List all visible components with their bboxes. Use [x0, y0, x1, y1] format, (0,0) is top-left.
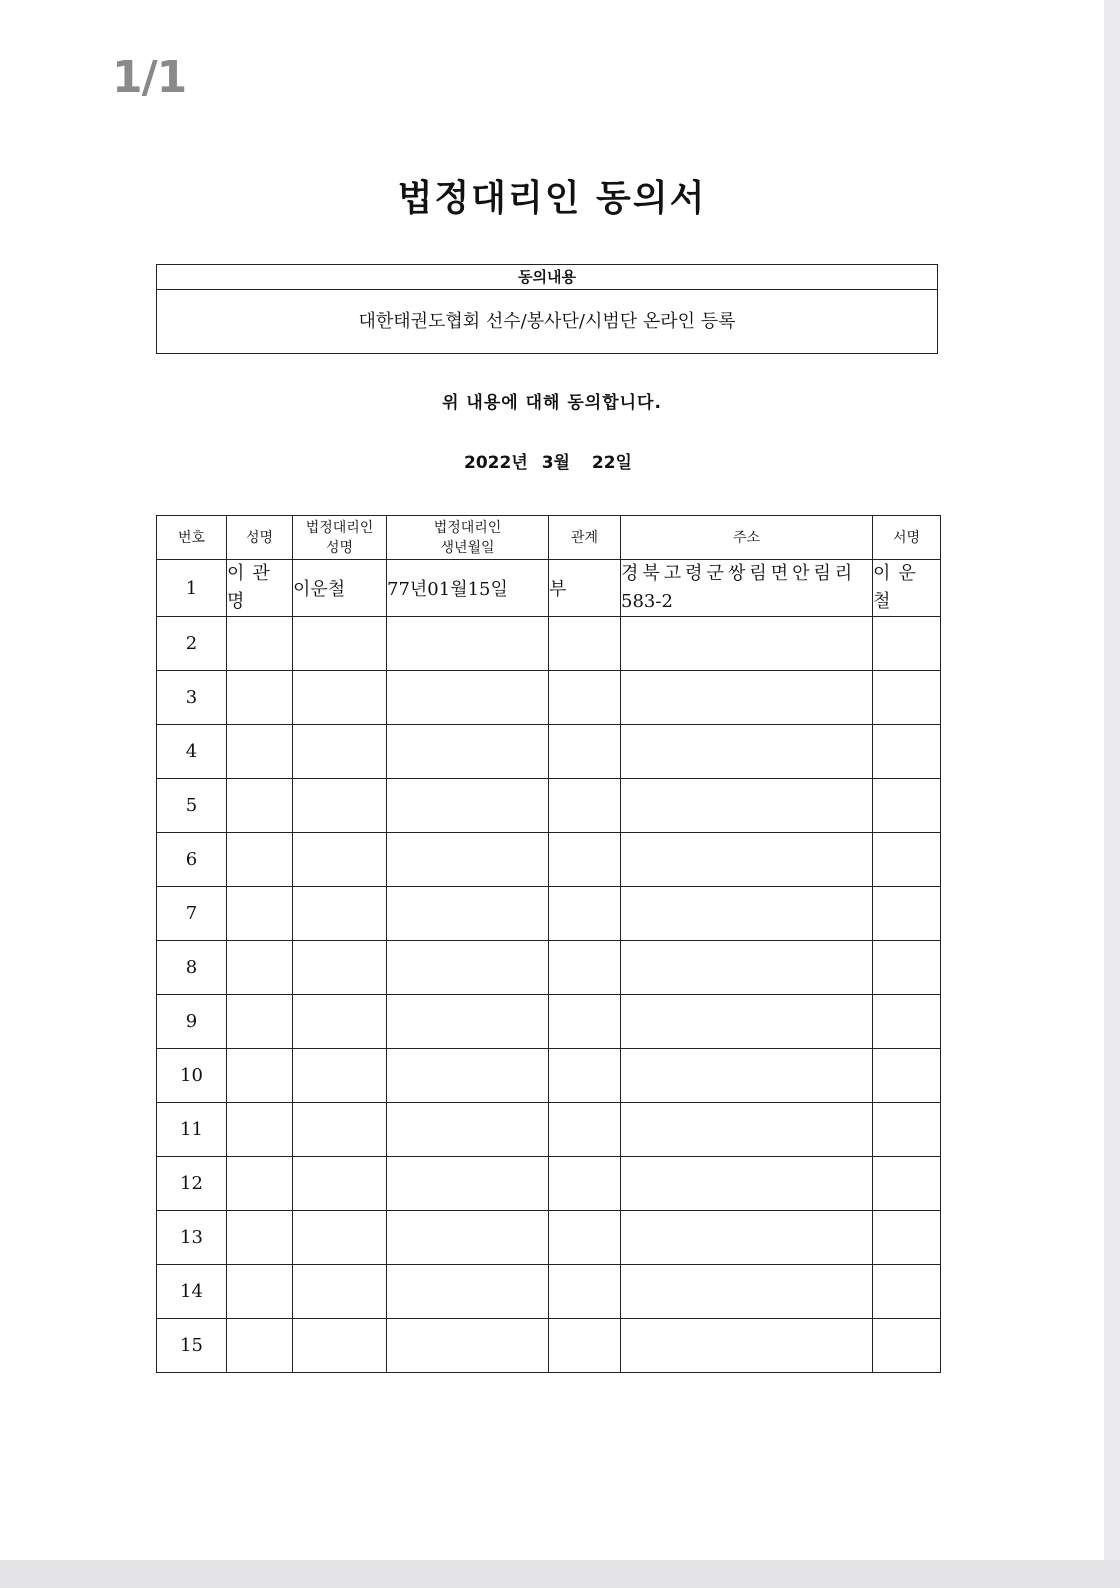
row-number: 7	[157, 887, 227, 941]
cell-address	[621, 779, 873, 833]
cell-guardian-name	[293, 1049, 387, 1103]
table-row	[157, 941, 941, 995]
cell-guardian-name	[293, 1103, 387, 1157]
address-line2: 583-2	[621, 591, 673, 612]
row-number: 2	[157, 617, 227, 671]
cell-guardian-name	[293, 887, 387, 941]
table-row	[157, 560, 941, 617]
cell-address	[621, 995, 873, 1049]
cell-name	[227, 1319, 293, 1373]
cell-name	[227, 1103, 293, 1157]
cell-signature	[873, 1049, 941, 1103]
cell-relation	[549, 887, 621, 941]
cell-relation: 부	[549, 560, 621, 617]
row-number: 10	[157, 1049, 227, 1103]
cell-signature	[873, 833, 941, 887]
row-number: 13	[157, 1211, 227, 1265]
cell-guardian-name	[293, 779, 387, 833]
cell-guardian-birth	[387, 1319, 549, 1373]
cell-name	[227, 617, 293, 671]
row-number: 9	[157, 995, 227, 1049]
row-number: 14	[157, 1265, 227, 1319]
cell-name	[227, 887, 293, 941]
cell-guardian-name	[293, 617, 387, 671]
cell-guardian-name	[293, 1319, 387, 1373]
header-guardian-birth-line1: 법정대리인	[433, 519, 502, 536]
cell-relation	[549, 779, 621, 833]
cell-guardian-name: 이운철	[293, 560, 387, 617]
consent-content: 대한태권도협회 선수/봉사단/시범단 온라인 등록	[358, 311, 736, 332]
cell-signature: 이운철	[873, 560, 941, 617]
cell-address	[621, 725, 873, 779]
cell-guardian-birth	[387, 671, 549, 725]
cell-guardian-birth	[387, 725, 549, 779]
table-row	[157, 1157, 941, 1211]
cell-name	[227, 833, 293, 887]
consent-box	[156, 264, 938, 354]
viewer-right-edge	[1104, 0, 1120, 1588]
consent-header: 동의내용	[157, 265, 937, 290]
header-guardian-name	[293, 516, 387, 560]
date-month: 3월	[541, 453, 570, 473]
cell-name	[227, 779, 293, 833]
cell-signature	[873, 725, 941, 779]
table-row	[157, 1265, 941, 1319]
cell-guardian-name	[293, 833, 387, 887]
cell-name	[227, 1265, 293, 1319]
cell-relation	[549, 617, 621, 671]
cell-address	[621, 1103, 873, 1157]
cell-address	[621, 560, 873, 617]
cell-address	[621, 941, 873, 995]
consent-date	[0, 448, 1096, 473]
cell-signature	[873, 617, 941, 671]
cell-relation	[549, 725, 621, 779]
header-signature: 서명	[873, 516, 941, 560]
cell-guardian-name	[293, 995, 387, 1049]
cell-signature	[873, 995, 941, 1049]
cell-signature	[873, 779, 941, 833]
header-relation: 관계	[549, 516, 621, 560]
row-number: 11	[157, 1103, 227, 1157]
cell-address	[621, 1157, 873, 1211]
date-day: 22일	[591, 453, 632, 473]
cell-guardian-birth	[387, 995, 549, 1049]
cell-signature	[873, 887, 941, 941]
cell-name	[227, 725, 293, 779]
table-row	[157, 671, 941, 725]
document-title: 법정대리인 동의서	[397, 178, 707, 219]
cell-guardian-birth	[387, 779, 549, 833]
header-guardian-birth-line2: 생년월일	[440, 539, 495, 556]
cell-address	[621, 887, 873, 941]
cell-guardian-name	[293, 671, 387, 725]
cell-guardian-name	[293, 1265, 387, 1319]
cell-guardian-name	[293, 1211, 387, 1265]
cell-relation	[549, 941, 621, 995]
cell-signature	[873, 1211, 941, 1265]
table-row	[157, 887, 941, 941]
cell-address	[621, 1211, 873, 1265]
cell-guardian-birth	[387, 1211, 549, 1265]
cell-guardian-name	[293, 1157, 387, 1211]
date-year: 2022년	[464, 453, 528, 473]
header-guardian-birth	[387, 516, 549, 560]
cell-address	[621, 617, 873, 671]
cell-name	[227, 1157, 293, 1211]
table-row	[157, 779, 941, 833]
cell-relation	[549, 833, 621, 887]
cell-guardian-birth	[387, 1265, 549, 1319]
cell-relation	[549, 671, 621, 725]
cell-relation	[549, 995, 621, 1049]
cell-address	[621, 1265, 873, 1319]
cell-relation	[549, 1103, 621, 1157]
cell-name	[227, 1211, 293, 1265]
cell-guardian-birth: 77년01월15일	[387, 560, 549, 617]
cell-guardian-birth	[387, 833, 549, 887]
agree-statement: 위 내용에 대해 동의합니다.	[442, 393, 662, 413]
header-name: 성명	[227, 516, 293, 560]
cell-relation	[549, 1265, 621, 1319]
cell-name	[227, 671, 293, 725]
row-number: 8	[157, 941, 227, 995]
row-number: 15	[157, 1319, 227, 1373]
cell-signature	[873, 1103, 941, 1157]
cell-guardian-birth	[387, 617, 549, 671]
table-row	[157, 725, 941, 779]
cell-guardian-birth	[387, 1103, 549, 1157]
row-number: 4	[157, 725, 227, 779]
table-row	[157, 1103, 941, 1157]
cell-address	[621, 833, 873, 887]
table-row	[157, 1319, 941, 1373]
header-guardian-name-line2: 성명	[325, 539, 354, 556]
table-header-row	[157, 516, 941, 560]
cell-name	[227, 941, 293, 995]
row-number: 3	[157, 671, 227, 725]
header-guardian-name-line1: 법정대리인	[305, 519, 374, 536]
cell-signature	[873, 1157, 941, 1211]
row-number: 1	[157, 560, 227, 617]
cell-guardian-birth	[387, 1157, 549, 1211]
cell-relation	[549, 1319, 621, 1373]
cell-guardian-birth	[387, 1049, 549, 1103]
cell-guardian-name	[293, 941, 387, 995]
header-address: 주소	[621, 516, 873, 560]
cell-address	[621, 671, 873, 725]
row-number: 5	[157, 779, 227, 833]
cell-guardian-birth	[387, 941, 549, 995]
cell-signature	[873, 1265, 941, 1319]
registration-table	[156, 515, 941, 1373]
address-line1: 경북고령군쌍림면안림리	[621, 563, 857, 584]
table-row	[157, 617, 941, 671]
cell-signature	[873, 941, 941, 995]
table-row	[157, 833, 941, 887]
cell-guardian-birth	[387, 887, 549, 941]
cell-address	[621, 1049, 873, 1103]
cell-guardian-name	[293, 725, 387, 779]
row-number: 12	[157, 1157, 227, 1211]
cell-address	[621, 1319, 873, 1373]
cell-relation	[549, 1049, 621, 1103]
table-row	[157, 1049, 941, 1103]
cell-signature	[873, 1319, 941, 1373]
cell-signature	[873, 671, 941, 725]
table-row	[157, 1211, 941, 1265]
header-no: 번호	[157, 516, 227, 560]
cell-name	[227, 1049, 293, 1103]
cell-name	[227, 995, 293, 1049]
cell-relation	[549, 1211, 621, 1265]
viewer-bottom-edge	[0, 1560, 1120, 1588]
table-row	[157, 995, 941, 1049]
cell-name: 이관명	[227, 560, 293, 617]
page-indicator: 1/1	[112, 52, 187, 103]
row-number: 6	[157, 833, 227, 887]
cell-relation	[549, 1157, 621, 1211]
